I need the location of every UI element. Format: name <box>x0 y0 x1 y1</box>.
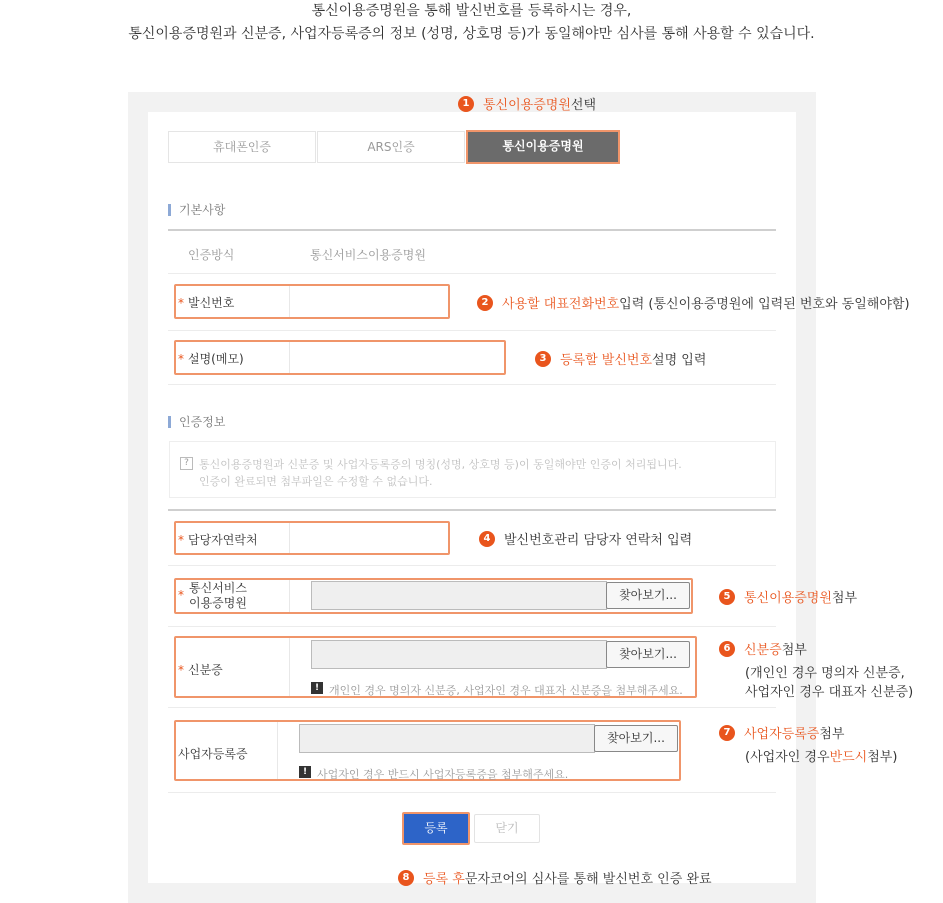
id-card-file-field[interactable] <box>311 640 607 669</box>
row-divider <box>168 273 776 274</box>
step-7-sub-post: 첨부) <box>867 750 898 765</box>
step-number-badge: 2 <box>477 295 493 311</box>
section-title-auth <box>168 413 225 430</box>
section-marker <box>168 204 171 216</box>
label-description <box>178 350 244 367</box>
step-7-annotation <box>719 723 844 742</box>
sender-number-input[interactable] <box>311 287 447 316</box>
row-divider <box>168 565 776 566</box>
auth-notice-line-1: 통신이용증명원과 신분증 및 사업자등록증의 명칭(성명, 상호명 등)이 동일해야만 인증이 처리됩니다. <box>199 458 682 471</box>
label-telecom-certificate <box>189 581 247 611</box>
step-highlight: 신분증 <box>744 643 782 658</box>
row-divider <box>168 707 776 708</box>
label-telecom-line-1: 통신서비스 <box>189 581 247 595</box>
section-title-basic <box>168 201 225 218</box>
step-number-badge: 3 <box>535 351 551 367</box>
required-mark: * <box>178 533 184 547</box>
step-highlight: 사업자등록증 <box>744 727 820 742</box>
step-7-sub-highlight: 반드시 <box>829 750 868 765</box>
step-highlight: 사용할 대표전화번호 <box>502 297 620 312</box>
step-7-sub <box>745 746 897 765</box>
step-number-badge: 1 <box>458 96 474 112</box>
label-description-text: 설명(메모) <box>188 352 244 366</box>
value-auth-method: 통신서비스이용증명원 <box>310 248 426 262</box>
tab-telecom-certificate[interactable]: 통신이용증명원 <box>466 130 620 164</box>
step-text: 발신번호관리 담당자 연락처 입력 <box>504 533 693 548</box>
table-top-border <box>168 229 776 231</box>
row-divider <box>168 792 776 793</box>
step-number-badge: 8 <box>398 870 414 886</box>
intro-line-1: 통신이용증명원을 통해 발신번호를 등록하시는 경우, <box>311 3 632 19</box>
label-telecom-line-2: 이용증명원 <box>189 596 247 610</box>
step-text: 첨부 <box>781 643 807 658</box>
section-marker <box>168 416 171 428</box>
step-4-annotation <box>479 529 692 548</box>
step-number-badge: 7 <box>719 725 735 741</box>
business-registration-browse-button[interactable]: 찾아보기... <box>594 725 678 752</box>
section-title-basic-text: 기본사항 <box>179 203 226 217</box>
cell-divider <box>289 638 290 696</box>
step-text: 선택 <box>570 98 597 113</box>
label-sender-number-text: 발신번호 <box>188 296 235 310</box>
step-7-sub-pre: (사업자인 경우 <box>745 750 830 765</box>
tab-phone-auth[interactable]: 휴대폰인증 <box>168 131 316 163</box>
row-divider <box>168 626 776 627</box>
cell-divider <box>289 342 290 373</box>
warning-icon: ! <box>299 766 311 778</box>
business-registration-file-field[interactable] <box>299 724 595 753</box>
auth-notice-line-2: 인증이 완료되면 첨부파일은 수정할 수 없습니다. <box>199 475 433 488</box>
business-registration-note: 사업자인 경우 반드시 사업자등록증을 첨부해주세요. <box>317 768 569 781</box>
tab-ars-auth[interactable]: ARS인증 <box>317 131 465 163</box>
label-business-registration: 사업자등록증 <box>178 747 248 761</box>
intro-line-2: 통신이용증명원과 신분증, 사업자등록증의 정보 (성명, 상호명 등)가 동일해야만 심사를 통해 사용할 수 있습니다. <box>128 26 815 42</box>
step-highlight: 통신이용증명원 <box>483 98 571 113</box>
step-text: 설명 입력 <box>652 353 707 368</box>
label-sender-number <box>178 294 234 311</box>
table-top-border <box>168 509 776 511</box>
step-2-annotation <box>477 293 910 312</box>
description-input[interactable] <box>311 343 503 372</box>
help-icon: ? <box>180 457 193 470</box>
step-8-annotation <box>398 868 712 887</box>
label-contact-text: 담당자연락처 <box>188 533 258 547</box>
row-divider <box>168 330 776 331</box>
cell-divider <box>289 523 290 553</box>
step-1-annotation <box>458 94 596 113</box>
cell-divider <box>289 580 290 612</box>
step-text: 첨부 <box>819 727 845 742</box>
required-mark: * <box>178 296 184 310</box>
step-6-sub-1: (개인인 경우 명의자 신분증, <box>745 666 905 681</box>
register-button[interactable]: 등록 <box>402 812 470 845</box>
contact-input[interactable] <box>311 524 447 552</box>
step-6-sub-2: 사업자인 경우 대표자 신분증) <box>745 685 914 700</box>
id-card-browse-button[interactable]: 찾아보기... <box>606 641 690 668</box>
step-number-badge: 5 <box>719 589 735 605</box>
section-title-auth-text: 인증정보 <box>179 415 226 429</box>
step-number-badge: 6 <box>719 641 735 657</box>
label-id-card-text: 신분증 <box>188 663 223 677</box>
label-id-card <box>178 661 223 678</box>
step-highlight: 등록할 발신번호 <box>560 353 653 368</box>
cell-divider <box>277 722 278 779</box>
step-highlight: 통신이용증명원 <box>744 591 832 606</box>
step-text: 첨부 <box>831 591 858 606</box>
row-divider <box>168 384 776 385</box>
step-3-annotation <box>535 349 706 368</box>
id-card-note: 개인인 경우 명의자 신분증, 사업자인 경우 대표자 신분증을 첨부해주세요. <box>329 684 683 697</box>
step-6-annotation <box>719 639 807 658</box>
required-mark-telecom: * <box>178 588 184 602</box>
step-text: 문자코어의 심사를 통해 발신번호 인증 완료 <box>464 872 712 887</box>
telecom-certificate-file-field[interactable] <box>311 581 607 610</box>
label-auth-method: 인증방식 <box>188 248 235 262</box>
required-mark: * <box>178 663 184 677</box>
step-text: 입력 (통신이용증명원에 입력된 번호와 동일해야함) <box>619 297 910 312</box>
label-contact <box>178 531 258 548</box>
telecom-browse-button[interactable]: 찾아보기... <box>606 582 690 609</box>
close-button[interactable]: 닫기 <box>474 814 540 843</box>
cell-divider <box>289 286 290 317</box>
step-5-annotation <box>719 587 857 606</box>
required-mark: * <box>178 352 184 366</box>
step-highlight: 등록 후 <box>423 872 465 887</box>
warning-icon: ! <box>311 682 323 694</box>
step-number-badge: 4 <box>479 531 495 547</box>
